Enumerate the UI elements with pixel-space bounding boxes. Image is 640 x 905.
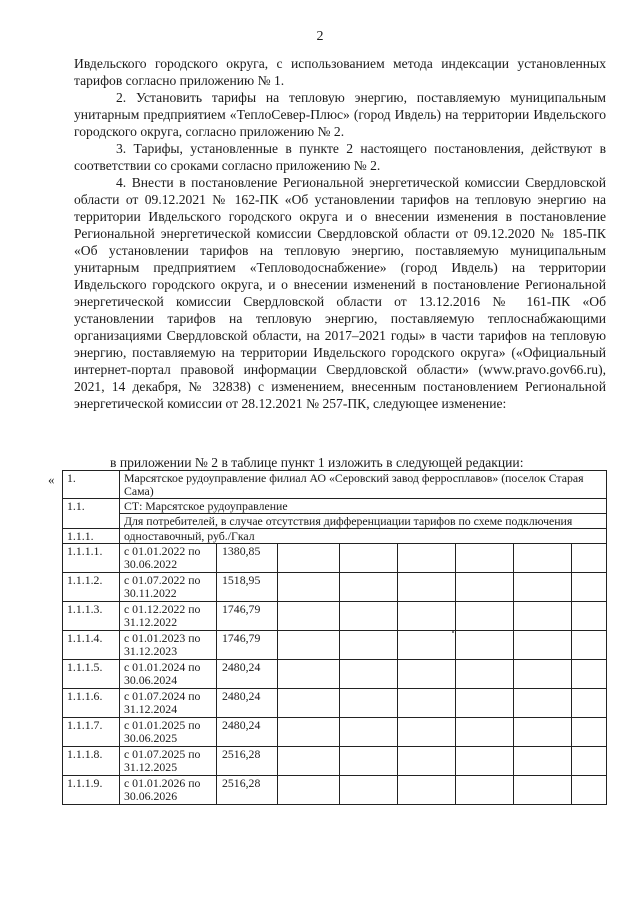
row-value: 1380,85 bbox=[217, 544, 278, 573]
row-number: 1.1.1.4. bbox=[63, 631, 120, 660]
empty-cell bbox=[514, 573, 572, 602]
empty-cell bbox=[278, 660, 340, 689]
empty-cell bbox=[514, 602, 572, 631]
empty-cell bbox=[340, 573, 398, 602]
table-row bbox=[63, 776, 607, 805]
empty-cell bbox=[278, 747, 340, 776]
row-period: с 01.01.2025 по 30.06.2025 bbox=[120, 718, 217, 747]
row-period: с 01.01.2024 по 30.06.2024 bbox=[120, 660, 217, 689]
row-value: 2516,28 bbox=[217, 747, 278, 776]
row-period: с 01.01.2022 по 30.06.2022 bbox=[120, 544, 217, 573]
row-value: 1518,95 bbox=[217, 573, 278, 602]
row-value: 2516,28 bbox=[217, 776, 278, 805]
row-number: 1.1.1.1. bbox=[63, 544, 120, 573]
row-number: 1.1.1.6. bbox=[63, 689, 120, 718]
empty-cell bbox=[340, 602, 398, 631]
empty-cell bbox=[572, 776, 607, 805]
empty-cell bbox=[398, 631, 456, 660]
paragraph-1: Ивдельского городского округа, с использованием метода индексации установленных тарифов согласно приложению № 1. bbox=[74, 56, 606, 88]
empty-cell bbox=[572, 602, 607, 631]
table-intro: в приложении № 2 в таблице пункт 1 изложить в следующей редакции: bbox=[110, 455, 524, 470]
row-period: с 01.01.2026 по 30.06.2026 bbox=[120, 776, 217, 805]
empty-cell bbox=[456, 747, 514, 776]
empty-cell bbox=[340, 747, 398, 776]
sub-name: СТ: Марсятское рудоуправление bbox=[120, 499, 607, 514]
empty-cell bbox=[340, 718, 398, 747]
row-period: с 01.07.2024 по 31.12.2024 bbox=[120, 689, 217, 718]
org-name: Марсятское рудоуправление филиал АО «Серовский завод ферросплавов» (поселок Старая Сама) bbox=[120, 471, 607, 499]
page-number: 2 bbox=[316, 29, 324, 44]
empty-cell bbox=[398, 602, 456, 631]
empty-cell bbox=[572, 718, 607, 747]
table-row bbox=[63, 718, 607, 747]
row-period: с 01.12.2022 по 31.12.2022 bbox=[120, 602, 217, 631]
empty-cell bbox=[456, 602, 514, 631]
paragraph-3: 3. Тарифы, установленные в пункте 2 настоящего постановления, действуют в соответствии со сроками согласно приложению № 2. bbox=[74, 141, 606, 173]
empty-cell bbox=[572, 747, 607, 776]
row-period: с 01.07.2022 по 30.11.2022 bbox=[120, 573, 217, 602]
empty-cell bbox=[514, 689, 572, 718]
row-value: 2480,24 bbox=[217, 689, 278, 718]
empty-cell bbox=[278, 689, 340, 718]
paragraph-4: 4. Внести в постановление Региональной энергетической комиссии Свердловской области от 09.12.2021 № 162-ПК «Об установлении тарифов на тепловую энергию на территории Ивдельского городского округа и о внесении изменения в постановление Региональной энергетической комиссии Свердловской области от 09.12.2020 № 185-ПК «Об установлении тарифов на тепловую энергию, поставляемую муниципальным унитарным предприятием «Тепловодоснабжение» (город Ивдель) на территории Ивдельского городского округа, и о внесении изменений в постановление Региональной энергетической комиссии Свердловской области от 13.12.2016 № 161-ПК «Об установлении тарифов на тепловую энергию, поставляемую теплоснабжающими организациями Свердловской области, на 2017–2021 годы» в части тарифов на тепловую энергию, поставляемую на территории Ивдельского городского округа» («Официальный интернет-портал правовой информации Свердловской области» (www.pravo.gov66.ru), 2021, 14 декабря, № 32838) с изменением, внесенным постановлением Региональной энергетической комиссии от 28.12.2021 № 257-ПК, следующее изменение: bbox=[74, 175, 606, 411]
empty-cell bbox=[572, 573, 607, 602]
row-period: с 01.07.2025 по 31.12.2025 bbox=[120, 747, 217, 776]
table-row bbox=[63, 660, 607, 689]
empty-cell bbox=[456, 718, 514, 747]
empty-cell bbox=[278, 631, 340, 660]
table-row bbox=[63, 631, 607, 660]
tariff-table bbox=[62, 470, 607, 805]
empty-cell bbox=[398, 718, 456, 747]
empty-cell bbox=[278, 544, 340, 573]
empty-cell bbox=[398, 660, 456, 689]
document-body bbox=[74, 55, 606, 412]
empty-cell bbox=[340, 660, 398, 689]
empty-cell bbox=[398, 573, 456, 602]
table-row bbox=[63, 544, 607, 573]
empty-cell bbox=[456, 631, 514, 660]
empty-cell bbox=[514, 776, 572, 805]
empty-cell bbox=[572, 544, 607, 573]
empty-cell bbox=[398, 544, 456, 573]
rate-number: 1.1.1. bbox=[63, 529, 120, 544]
empty-cell bbox=[456, 573, 514, 602]
empty-cell bbox=[278, 718, 340, 747]
empty-cell bbox=[514, 660, 572, 689]
scan-speck bbox=[452, 631, 454, 633]
row-number: 1.1.1.5. bbox=[63, 660, 120, 689]
row-value: 1746,79 bbox=[217, 631, 278, 660]
row-number: 1.1.1.9. bbox=[63, 776, 120, 805]
empty-cell bbox=[398, 689, 456, 718]
empty-cell bbox=[456, 689, 514, 718]
empty-cell bbox=[340, 544, 398, 573]
empty-cell bbox=[340, 631, 398, 660]
empty-cell bbox=[278, 776, 340, 805]
empty-cell bbox=[514, 631, 572, 660]
empty-cell bbox=[514, 718, 572, 747]
table-row bbox=[63, 573, 607, 602]
empty-cell bbox=[398, 747, 456, 776]
empty-cell bbox=[456, 544, 514, 573]
table-row bbox=[63, 602, 607, 631]
empty-cell bbox=[572, 660, 607, 689]
row-number: 1.1.1.3. bbox=[63, 602, 120, 631]
opening-quote-mark: « bbox=[48, 472, 55, 487]
row-number: 1.1.1.8. bbox=[63, 747, 120, 776]
row-value: 2480,24 bbox=[217, 718, 278, 747]
empty-cell bbox=[572, 689, 607, 718]
empty-cell bbox=[278, 573, 340, 602]
paragraph-2: 2. Установить тарифы на тепловую энергию, поставляемую муниципальным унитарным предприятием «ТеплоСевер-Плюс» (город Ивдель) на территории Ивдельского городского округа, согласно приложению № 2. bbox=[74, 90, 606, 139]
row-number: 1.1.1.2. bbox=[63, 573, 120, 602]
empty-cell bbox=[514, 544, 572, 573]
table-row bbox=[63, 747, 607, 776]
row-value: 2480,24 bbox=[217, 660, 278, 689]
empty-cell bbox=[456, 776, 514, 805]
row-number: 1.1.1.7. bbox=[63, 718, 120, 747]
empty-cell bbox=[278, 602, 340, 631]
table-row bbox=[63, 689, 607, 718]
sub-number: 1.1. bbox=[63, 499, 120, 529]
empty-cell bbox=[572, 631, 607, 660]
rate-name: одноставочный, руб./Гкал bbox=[120, 529, 607, 544]
empty-cell bbox=[398, 776, 456, 805]
row-period: с 01.01.2023 по 31.12.2023 bbox=[120, 631, 217, 660]
empty-cell bbox=[340, 689, 398, 718]
row-value: 1746,79 bbox=[217, 602, 278, 631]
consumers-note: Для потребителей, в случае отсутствия дифференциации тарифов по схеме подключения bbox=[120, 514, 607, 529]
empty-cell bbox=[514, 747, 572, 776]
empty-cell bbox=[340, 776, 398, 805]
empty-cell bbox=[456, 660, 514, 689]
org-number: 1. bbox=[63, 471, 120, 499]
